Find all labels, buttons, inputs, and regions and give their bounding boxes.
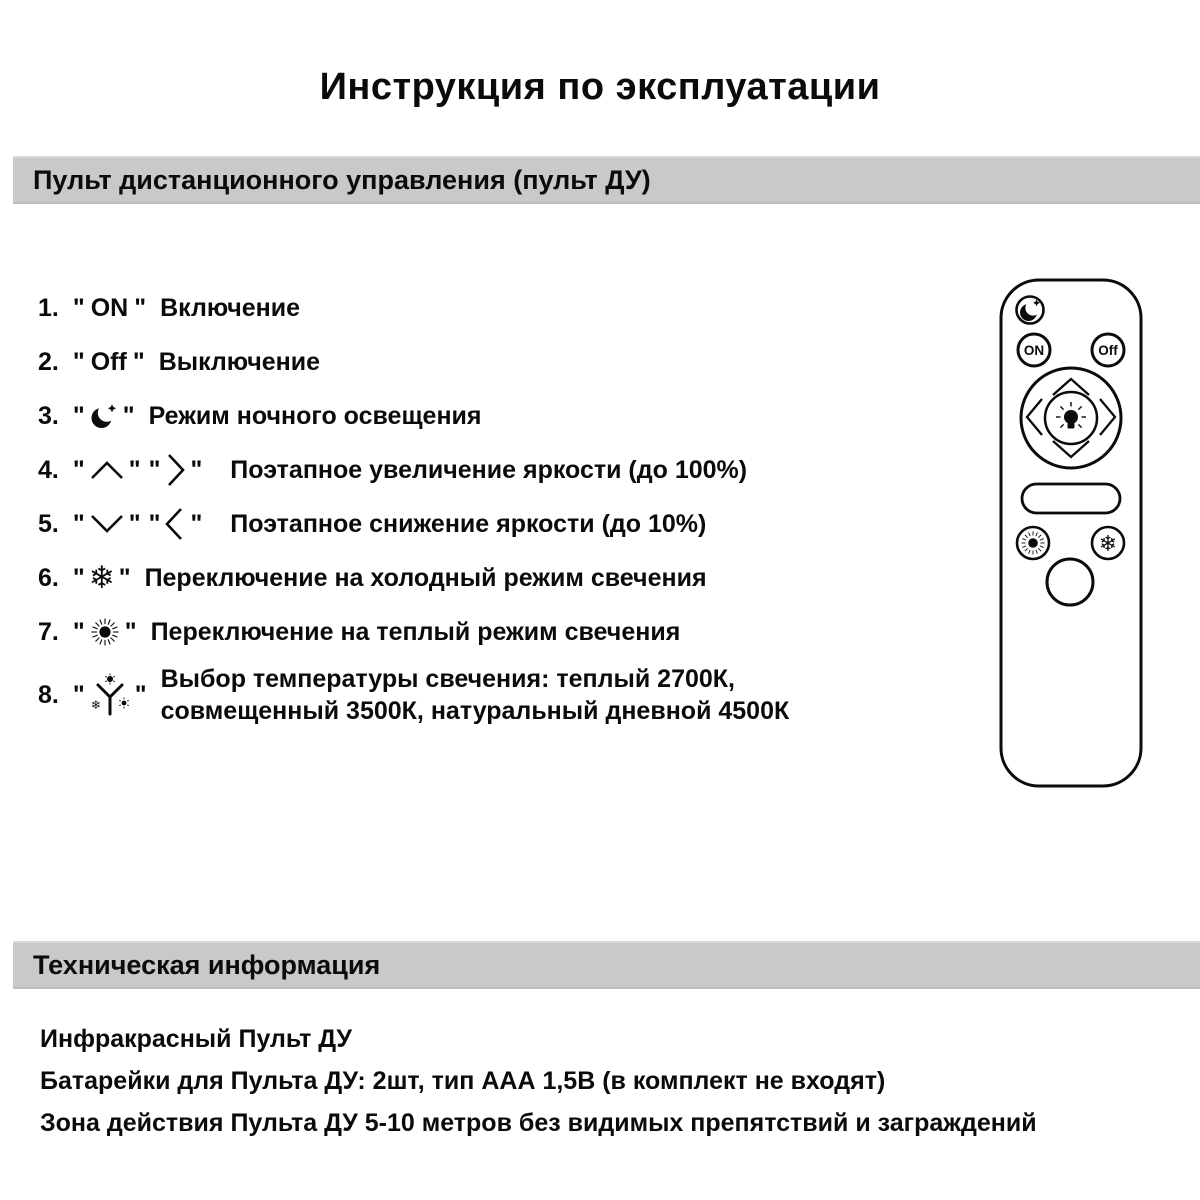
tech-line-range: Зона действия Пульта ДУ 5-10 метров без видимых препятствий и заграждений [40,1109,1037,1137]
item-description-line2: совмещенный 3500К, натуральный дневной 4500К [160,697,790,725]
section-header-remote-label: Пульт дистанционного управления (пульт ДУ) [33,164,651,195]
instruction-list [38,281,921,727]
item-number: 4. [38,455,59,484]
quote-mark: " [72,509,85,538]
svg-text:❄: ❄ [90,698,101,712]
page-title: Инструкция по эксплуатации [319,66,881,108]
instruction-item-brightness-up [38,443,921,497]
temperature-select-icon [89,672,131,718]
snowflake-icon: ❄ [88,560,115,596]
quote-mark: " [72,680,85,709]
chevron-right-icon [164,452,186,488]
quote-mark: " [148,509,161,538]
quote-mark: " [72,455,85,484]
quote-mark: " [128,509,141,538]
tech-info [40,1026,1037,1152]
item-number: 7. [38,617,59,646]
instruction-item-on [38,281,921,335]
item-number: 3. [38,401,59,430]
quote-mark: " [124,617,137,646]
chevron-up-icon [89,458,125,482]
quote-mark: " [122,401,135,430]
quote-mark: " [72,347,85,376]
item-description: Режим ночного освещения [148,401,482,430]
quote-mark: " [128,455,141,484]
section-header-tech [13,941,1200,989]
sun-icon [1028,538,1038,548]
item-number: 2. [38,347,59,376]
tech-line-batteries: Батарейки для Пульта ДУ: 2шт, тип ААА 1,5В (в комплект не входят) [40,1067,886,1095]
snowflake-icon: ❄ [1098,532,1118,557]
chevron-left-icon [164,506,186,542]
tech-line-remote-type: Инфракрасный Пульт ДУ [40,1025,352,1053]
item-description: Выключение [158,347,320,376]
quote-mark: " [72,401,85,430]
quote-mark: " [132,347,145,376]
section-header-tech-label: Техническая информация [33,949,381,980]
remote-control-illustration [999,278,1143,788]
instruction-item-brightness-down [38,497,921,551]
quote-mark: " [134,293,147,322]
quote-mark: " [72,563,85,592]
instruction-item-cold-mode [38,551,921,605]
off-label: Off [90,347,127,376]
item-number: 5. [38,509,59,538]
item-description: Поэтапное снижение яркости (до 10%) [230,509,707,538]
item-description: Поэтапное увеличение яркости (до 100%) [230,455,748,484]
remote-warm-button [1017,527,1049,559]
remote-off-label: Off [1098,343,1118,358]
moon-icon [89,401,119,431]
quote-mark: " [134,680,147,709]
quote-mark: " [190,509,203,538]
item-description-line1: Выбор температуры свечения: теплый 2700К, [160,665,735,693]
quote-mark: " [118,563,131,592]
remote-on-label: ON [1023,343,1045,358]
section-header-remote [13,156,1200,204]
quote-mark: " [190,455,203,484]
quote-mark: " [72,293,85,322]
quote-mark: " [148,455,161,484]
item-number: 8. [38,680,59,709]
item-description: Переключение на холодный режим свечения [144,563,707,592]
instruction-item-night-mode [38,389,921,443]
quote-mark: " [72,617,85,646]
item-description: Включение [160,293,301,322]
chevron-down-icon [89,512,125,536]
on-label: ON [90,293,129,322]
item-number: 6. [38,563,59,592]
instruction-item-warm-mode [38,605,921,659]
item-number: 1. [38,293,59,322]
instruction-item-temperature-select [38,663,921,727]
instruction-item-off [38,335,921,389]
item-description: Переключение на теплый режим свечения [150,617,681,646]
item-description [161,663,921,727]
sun-icon [89,616,121,648]
